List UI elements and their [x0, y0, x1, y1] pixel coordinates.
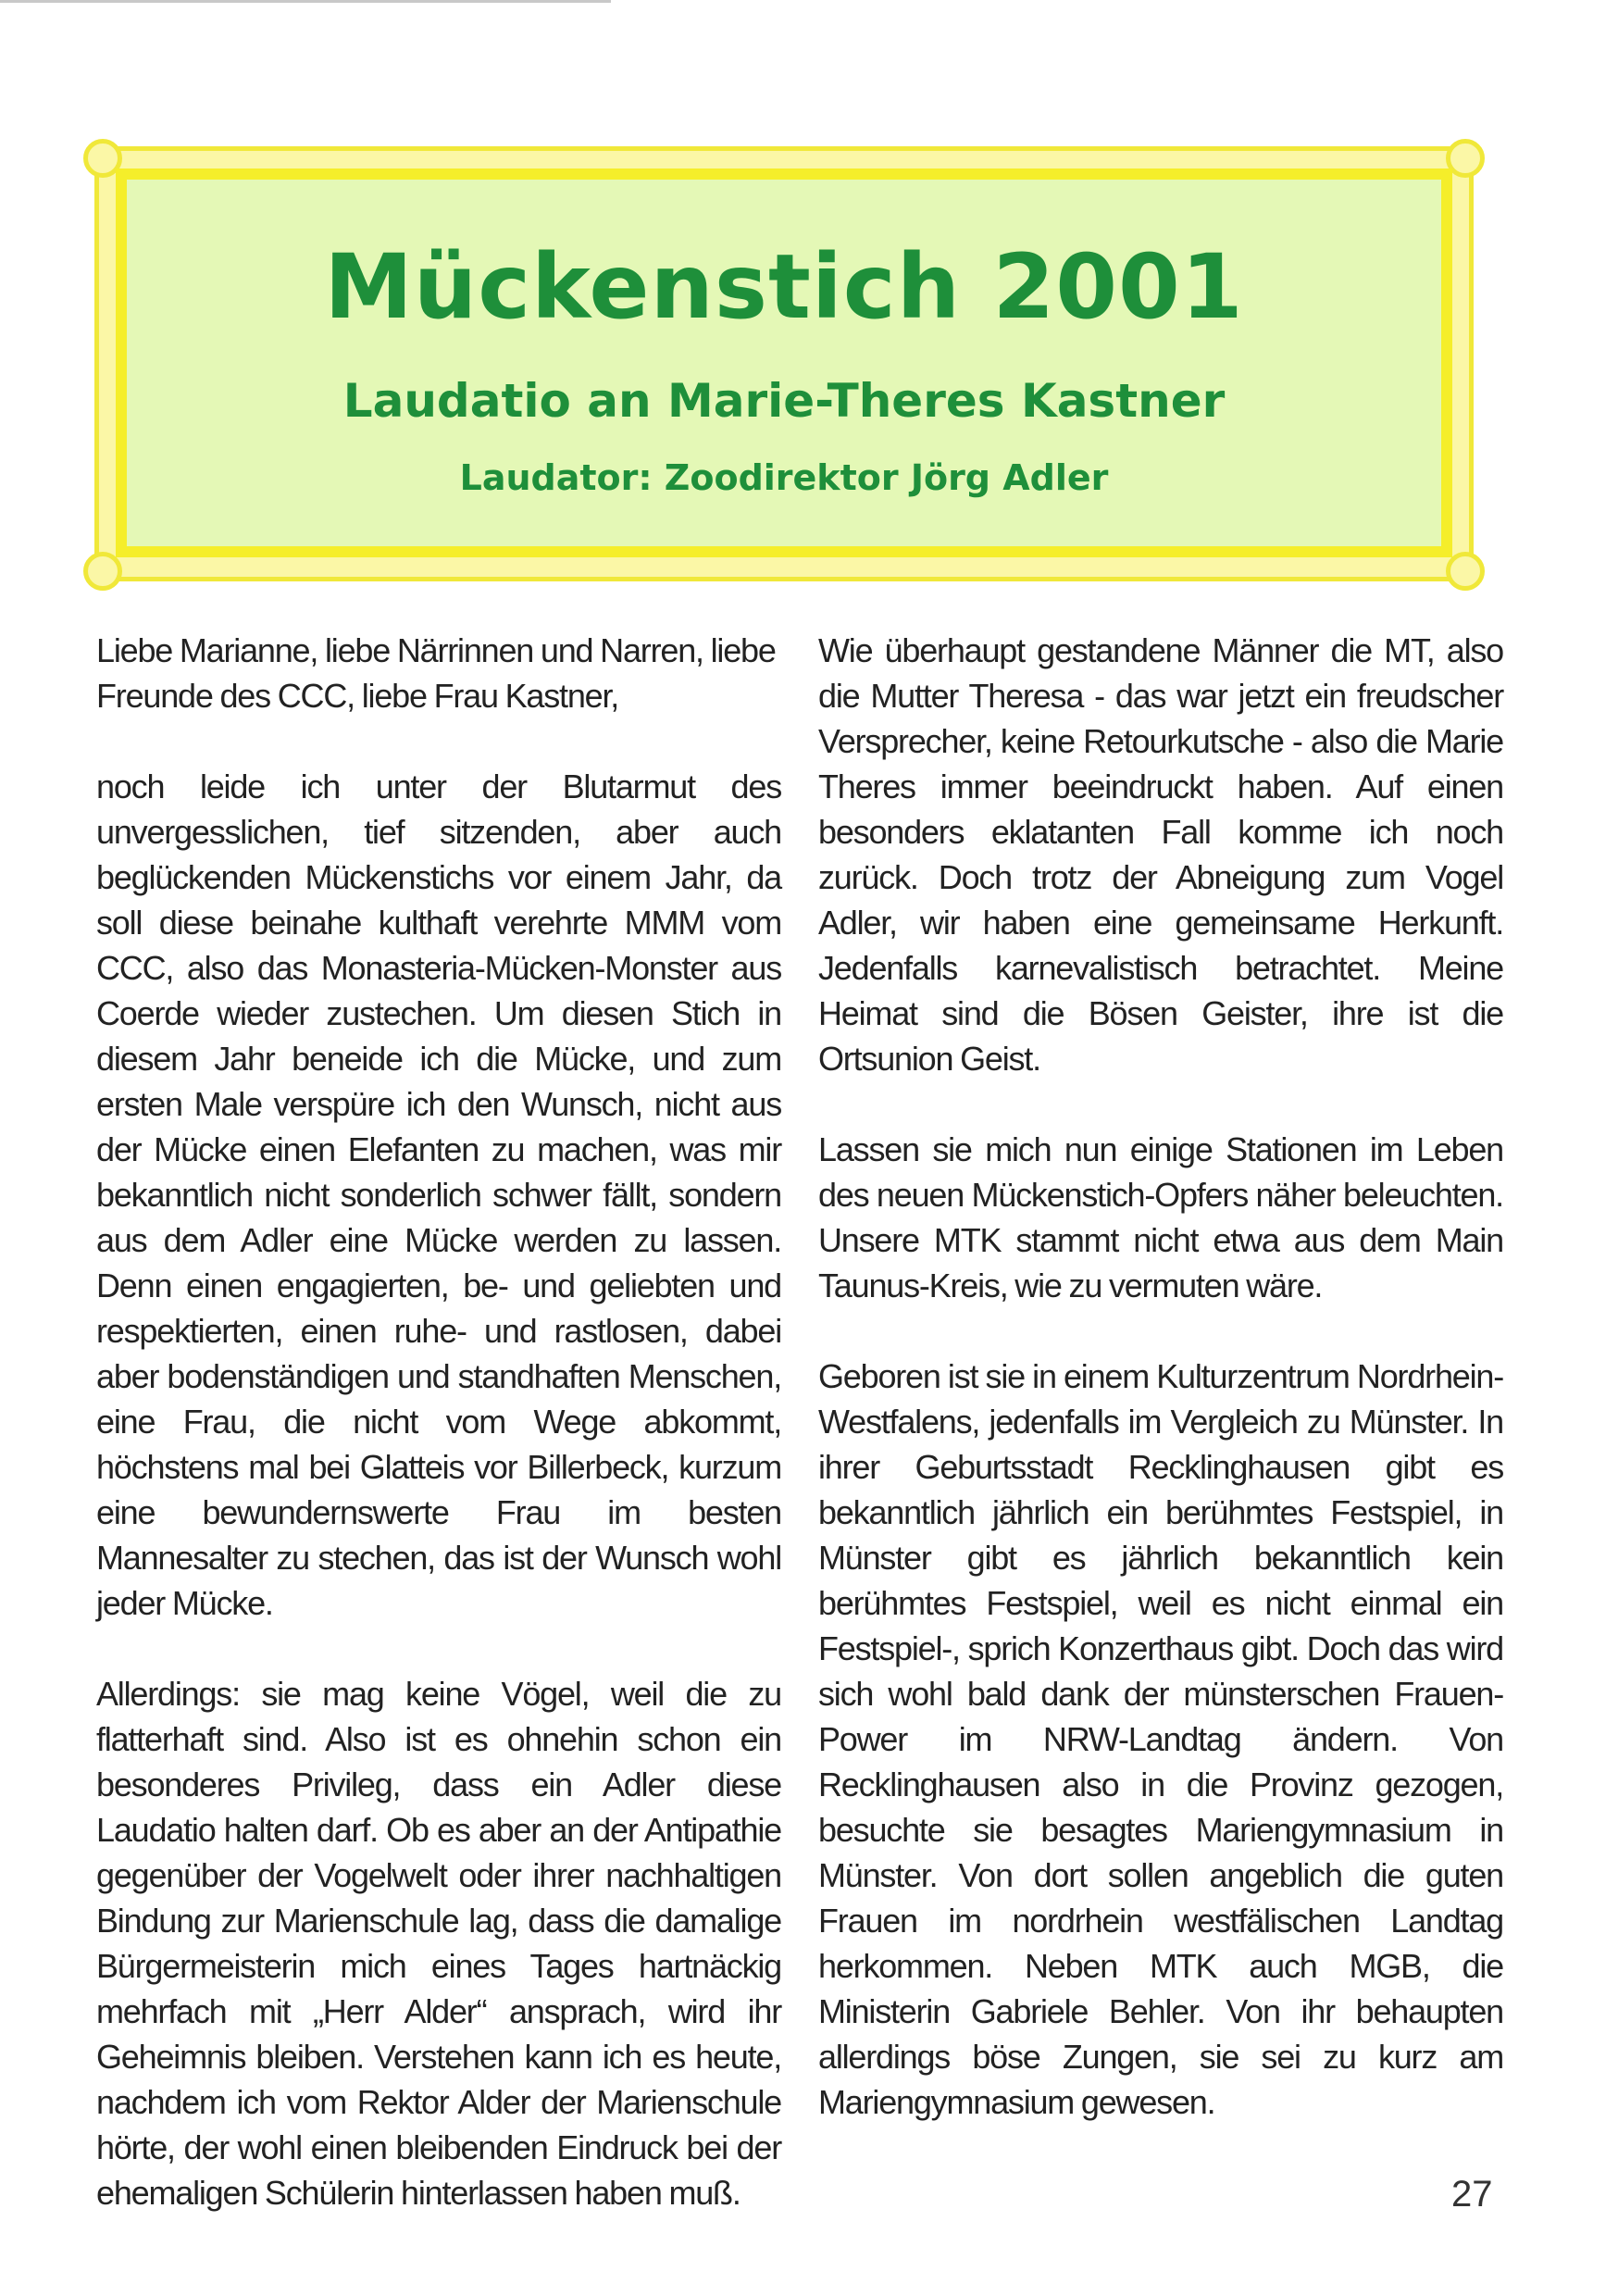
page-subtitle: Laudatio an Marie-Theres Kastner: [342, 374, 1226, 428]
body-paragraph: noch leide ich unter der Blutarmut des unvergesslichen, tief sitzenden, aber auch beglückenden Mückenstichs vor einem Jahr, da soll diese beinahe kulthaft verehrte MMM vom CCC, also das Monasteria-Mücken-Monster aus Coerde wieder zustechen. Um diesen Stich in diesem Jahr beneide ich die Mücke, und zum ersten Male verspüre ich den Wunsch, nicht aus der Mücke einen Elefanten zu machen, was mir bekanntlich nicht sonderlich schwer fällt, sondern aus dem Adler eine Mücke werden zu lassen. Denn einen engagierten, be- und geliebten und respektierten, einen ruhe- und rastlosen, dabei aber bodenständigen und standhaften Menschen, eine Frau, die nicht vom Wege abkommt, höchstens mal bei Glatteis vor Billerbeck, kurzum eine bewundernswerte Frau im besten Mannesalter zu stechen, das ist der Wunsch wohl jeder Mücke.: [96, 767, 781, 1622]
left-column: [96, 628, 781, 2261]
scan-edge: [0, 0, 611, 3]
header-banner: [116, 168, 1452, 557]
body-paragraph: Geboren ist sie in einem Kulturzentrum Nordrhein-Westfalens, jedenfalls im Vergleich zu Münster. In ihrer Geburtsstadt Recklinghausen gibt es bekanntlich jährlich ein berühmtes Festspiel, in Münster gibt es jährlich bekanntlich kein berühmtes Festspiel, weil es nicht einmal ein Festspiel-, sprich Konzerthaus gibt. Doch das wird sich wohl bald dank der münsterschen Frauen-Power im NRW-Landtag ändern. Von Recklinghausen also in die Provinz gezogen, besuchte sie besagtes Mariengymnasium in Münster. Von dort sollen angeblich die guten Frauen im nordrhein westfälischen Landtag herkommen. Neben MTK auch MGB, die Ministerin Gabriele Behler. Von ihr behaupten allerdings böse Zungen, sie sei zu kurz am Mariengymnasium gewesen.: [818, 1357, 1503, 2121]
page-number: 27: [1451, 2174, 1493, 2215]
body-paragraph: Allerdings: sie mag keine Vögel, weil die zu flatterhaft sind. Also ist es ohnehin schon ein besonderes Privileg, dass ein Adler diese Laudatio halten darf. Ob es aber an der Antipathie gegenüber der Vogelwelt oder ihrer nachhaltigen Bindung zur Marienschule lag, dass die damalige Bürgermeisterin mich eines Tages hartnäckig mehrfach mit „Herr Alder“ ansprach, wird ihr Geheimnis bleiben. Verstehen kann ich es heute, nachdem ich vom Rektor Alder der Marienschule hörte, der wohl einen bleibenden Eindruck bei der ehemaligen Schülerin hinterlassen haben muß.: [96, 1675, 781, 2212]
laudator-line: Laudator: Zoodirektor Jörg Adler: [459, 457, 1109, 498]
banner-corner-ornament: [1446, 552, 1485, 591]
salutation-paragraph: Liebe Marianne, liebe Närrinnen und Narren, liebe Freunde des CCC, liebe Frau Kastner,: [96, 631, 776, 715]
page-title: Mückenstich 2001: [324, 235, 1244, 339]
banner-corner-ornament: [83, 552, 122, 591]
right-column: [818, 628, 1503, 2170]
body-paragraph: Lassen sie mich nun einige Stationen im Leben des neuen Mückenstich-Opfers näher beleuchten. Unsere MTK stammt nicht etwa aus dem Main Taunus-Kreis, wie zu vermuten wäre.: [818, 1130, 1503, 1304]
body-paragraph: Wie überhaupt gestandene Männer die MT, also die Mutter Theresa - das war jetzt ein freudscher Versprecher, keine Retourkutsche - also die Marie Theres immer beeindruckt haben. Auf einen besonders eklatanten Fall komme ich noch zurück. Doch trotz der Abneigung zum Vogel Adler, wir haben eine gemeinsame Herkunft. Jedenfalls karnevalistisch betrachtet. Meine Heimat sind die Bösen Geister, ihre ist die Ortsunion Geist.: [818, 631, 1503, 1078]
